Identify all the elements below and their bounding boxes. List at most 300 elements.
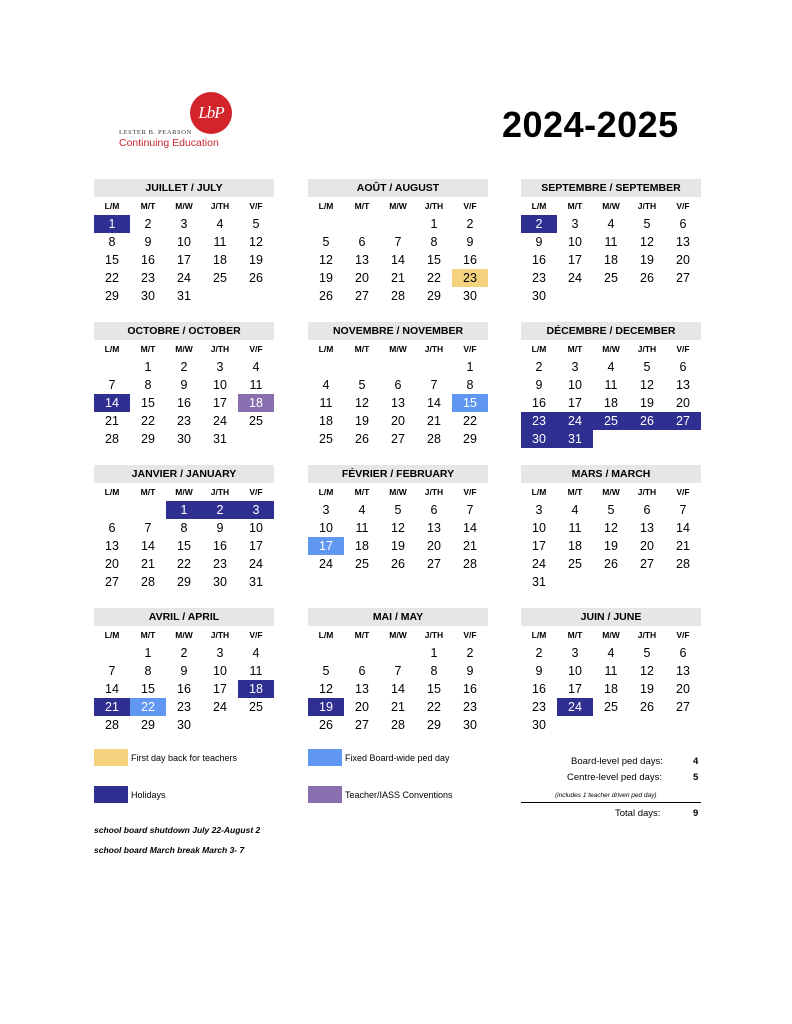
- day-cell: 4: [322, 378, 330, 392]
- month-grid: [308, 483, 488, 573]
- legend-swatch-ped-day: [308, 749, 342, 766]
- weekday-header: L/M: [318, 201, 334, 211]
- day-cell: 6: [108, 521, 116, 535]
- day-cell: 7: [430, 378, 438, 392]
- empty-cell: [380, 215, 416, 233]
- day-cell: 20: [676, 396, 690, 410]
- day-cell: 10: [213, 378, 227, 392]
- month-title: JUILLET / JULY: [94, 179, 274, 197]
- shutdown-note: school board shutdown July 22-August 2: [94, 825, 261, 835]
- board-level-label: Board-level ped days:: [571, 756, 663, 767]
- day-cell: 13: [391, 396, 405, 410]
- weekday-header: J/TH: [637, 630, 657, 640]
- day-cell: 10: [568, 235, 582, 249]
- weekday-header: J/TH: [424, 201, 444, 211]
- day-cell: 17: [568, 396, 582, 410]
- day-cell: 21: [141, 557, 155, 571]
- march-break-note: school board March break March 3- 7: [94, 845, 245, 855]
- day-cell: 19: [391, 539, 405, 553]
- day-cell: 5: [322, 235, 330, 249]
- day-cell: 6: [430, 503, 438, 517]
- day-cell: 11: [604, 664, 618, 678]
- legend-first-day: [94, 749, 237, 766]
- day-cell: 8: [466, 378, 474, 392]
- day-cell: 13: [355, 253, 369, 267]
- day-cell: 28: [427, 432, 441, 446]
- day-cell: 3: [180, 217, 188, 231]
- day-cell: 26: [640, 271, 654, 285]
- day-cell: 27: [640, 557, 654, 571]
- empty-cell: [94, 644, 130, 662]
- day-cell: 15: [141, 396, 155, 410]
- legend-holidays: [94, 786, 166, 803]
- empty-cell: [94, 501, 130, 519]
- day-cell: 20: [105, 557, 119, 571]
- day-cell: 16: [141, 253, 155, 267]
- weekday-header: M/T: [567, 201, 583, 211]
- day-cell: 25: [213, 271, 227, 285]
- day-cell: 27: [665, 412, 701, 430]
- empty-cell: [380, 358, 416, 376]
- day-cell: 8: [180, 521, 188, 535]
- day-cell: 22: [141, 414, 155, 428]
- day-cell: 18: [238, 680, 274, 698]
- day-cell: 6: [679, 646, 687, 660]
- day-cell: 28: [105, 718, 119, 732]
- centre-level-value: 5: [693, 772, 699, 783]
- day-cell: 20: [391, 414, 405, 428]
- day-cell: 25: [568, 557, 582, 571]
- day-cell: 5: [643, 217, 651, 231]
- centre-level-note: (includes 1 teacher driven ped day): [555, 792, 657, 799]
- day-cell: 14: [676, 521, 690, 535]
- month-title: AVRIL / APRIL: [94, 608, 274, 626]
- weekday-header: J/TH: [424, 344, 444, 354]
- day-cell: 7: [679, 503, 687, 517]
- empty-cell: [629, 573, 665, 591]
- day-cell: 4: [216, 217, 224, 231]
- month-calendar: [94, 322, 274, 448]
- day-cell: 25: [319, 432, 333, 446]
- day-cell: 12: [319, 682, 333, 696]
- day-cell: 8: [144, 664, 152, 678]
- day-cell: 16: [532, 253, 546, 267]
- day-cell: 19: [640, 682, 654, 696]
- day-cell: 9: [180, 664, 188, 678]
- day-cell: 29: [463, 432, 477, 446]
- day-cell: 4: [252, 646, 260, 660]
- day-cell: 4: [358, 503, 366, 517]
- day-cell: 30: [463, 718, 477, 732]
- day-cell: 8: [108, 235, 116, 249]
- day-cell: 3: [571, 217, 579, 231]
- weekday-header: M/W: [602, 630, 620, 640]
- weekday-header: M/T: [567, 487, 583, 497]
- day-cell: 10: [213, 664, 227, 678]
- day-cell: 6: [679, 360, 687, 374]
- weekday-header: M/T: [354, 344, 370, 354]
- day-cell: 11: [604, 235, 618, 249]
- day-cell: 9: [466, 235, 474, 249]
- month-grid: [308, 340, 488, 448]
- month-calendar: [521, 322, 701, 448]
- day-cell: 20: [640, 539, 654, 553]
- day-cell: 17: [177, 253, 191, 267]
- weekday-header: L/M: [104, 487, 120, 497]
- day-cell: 27: [427, 557, 441, 571]
- day-cell: 16: [463, 682, 477, 696]
- day-cell: 31: [213, 432, 227, 446]
- weekday-header: L/M: [531, 201, 547, 211]
- day-cell: 23: [452, 269, 488, 287]
- day-cell: 18: [213, 253, 227, 267]
- month-grid: [521, 197, 701, 305]
- empty-cell: [238, 287, 274, 305]
- day-cell: 4: [252, 360, 260, 374]
- month-title: OCTOBRE / OCTOBER: [94, 322, 274, 340]
- month-grid: [308, 197, 488, 305]
- day-cell: 24: [249, 557, 263, 571]
- day-cell: 1: [430, 217, 438, 231]
- day-cell: 19: [640, 253, 654, 267]
- day-cell: 29: [177, 575, 191, 589]
- legend-label: Teacher/IASS Conventions: [345, 789, 453, 800]
- day-cell: 17: [568, 253, 582, 267]
- day-cell: 30: [463, 289, 477, 303]
- day-cell: 27: [676, 700, 690, 714]
- day-cell: 28: [391, 289, 405, 303]
- weekday-header: L/M: [104, 630, 120, 640]
- total-days-value: 9: [693, 808, 699, 819]
- day-cell: 11: [213, 235, 227, 249]
- day-cell: 17: [532, 539, 546, 553]
- day-cell: 26: [604, 557, 618, 571]
- day-cell: 16: [177, 396, 191, 410]
- empty-cell: [130, 501, 166, 519]
- month-calendar: [94, 608, 274, 734]
- day-cell: 29: [141, 432, 155, 446]
- weekday-header: M/T: [567, 630, 583, 640]
- day-cell: 30: [532, 289, 546, 303]
- board-level-value: 4: [693, 756, 699, 767]
- weekday-header: M/T: [567, 344, 583, 354]
- day-cell: 27: [676, 271, 690, 285]
- day-cell: 12: [391, 521, 405, 535]
- weekday-header: V/F: [463, 344, 477, 354]
- day-cell: 23: [532, 700, 546, 714]
- weekday-header: V/F: [463, 630, 477, 640]
- empty-cell: [380, 644, 416, 662]
- day-cell: 30: [213, 575, 227, 589]
- weekday-header: V/F: [676, 201, 690, 211]
- legend-swatch-first-day: [94, 749, 128, 766]
- day-cell: 9: [466, 664, 474, 678]
- day-cell: 12: [604, 521, 618, 535]
- day-cell: 5: [358, 378, 366, 392]
- day-cell: 7: [108, 378, 116, 392]
- day-cell: 17: [249, 539, 263, 553]
- day-cell: 6: [358, 664, 366, 678]
- empty-cell: [308, 644, 344, 662]
- day-cell: 1: [94, 215, 130, 233]
- day-cell: 13: [105, 539, 119, 553]
- day-cell: 23: [213, 557, 227, 571]
- empty-cell: [629, 287, 665, 305]
- empty-cell: [202, 287, 238, 305]
- weekday-header: M/W: [602, 201, 620, 211]
- day-cell: 16: [532, 682, 546, 696]
- weekday-header: M/W: [389, 487, 407, 497]
- day-cell: 14: [391, 253, 405, 267]
- weekday-header: M/W: [175, 344, 193, 354]
- day-cell: 23: [177, 700, 191, 714]
- month-calendar: [94, 179, 274, 305]
- weekday-header: M/T: [354, 201, 370, 211]
- month-title: MAI / MAY: [308, 608, 488, 626]
- lbp-logo: [116, 92, 276, 152]
- empty-cell: [665, 430, 701, 448]
- day-cell: 13: [676, 664, 690, 678]
- day-cell: 3: [571, 360, 579, 374]
- day-cell: 10: [319, 521, 333, 535]
- day-cell: 28: [141, 575, 155, 589]
- day-cell: 13: [427, 521, 441, 535]
- empty-cell: [344, 644, 380, 662]
- day-cell: 9: [535, 664, 543, 678]
- empty-cell: [593, 573, 629, 591]
- logo-name: LESTER B. PEARSON: [119, 129, 192, 136]
- day-cell: 15: [427, 682, 441, 696]
- weekday-header: M/W: [389, 630, 407, 640]
- day-cell: 25: [249, 414, 263, 428]
- day-cell: 16: [177, 682, 191, 696]
- day-cell: 15: [105, 253, 119, 267]
- day-cell: 30: [177, 432, 191, 446]
- day-cell: 13: [355, 682, 369, 696]
- weekday-header: M/T: [140, 630, 156, 640]
- day-cell: 8: [144, 378, 152, 392]
- weekday-header: L/M: [318, 487, 334, 497]
- empty-cell: [593, 430, 629, 448]
- day-cell: 5: [322, 664, 330, 678]
- day-cell: 10: [532, 521, 546, 535]
- day-cell: 12: [640, 378, 654, 392]
- day-cell: 24: [532, 557, 546, 571]
- day-cell: 20: [355, 271, 369, 285]
- day-cell: 1: [144, 646, 152, 660]
- day-cell: 14: [463, 521, 477, 535]
- day-cell: 25: [604, 700, 618, 714]
- day-cell: 23: [463, 700, 477, 714]
- empty-cell: [308, 358, 344, 376]
- day-cell: 12: [640, 235, 654, 249]
- day-cell: 22: [427, 271, 441, 285]
- day-cell: 7: [466, 503, 474, 517]
- day-cell: 29: [141, 718, 155, 732]
- empty-cell: [593, 287, 629, 305]
- empty-cell: [202, 716, 238, 734]
- day-cell: 28: [676, 557, 690, 571]
- day-cell: 23: [521, 412, 557, 430]
- weekday-header: M/W: [175, 487, 193, 497]
- day-cell: 5: [252, 217, 260, 231]
- day-cell: 5: [643, 646, 651, 660]
- day-cell: 21: [463, 539, 477, 553]
- weekday-header: J/TH: [210, 487, 230, 497]
- month-title: NOVEMBRE / NOVEMBER: [308, 322, 488, 340]
- day-cell: 2: [144, 217, 152, 231]
- day-cell: 31: [557, 430, 593, 448]
- day-cell: 16: [463, 253, 477, 267]
- month-calendar: [308, 322, 488, 448]
- day-cell: 27: [391, 432, 405, 446]
- day-cell: 3: [535, 503, 543, 517]
- month-grid: [521, 340, 701, 448]
- day-cell: 5: [394, 503, 402, 517]
- legend-label: Holidays: [131, 789, 166, 800]
- weekday-header: M/W: [175, 630, 193, 640]
- day-cell: 26: [391, 557, 405, 571]
- day-cell: 30: [141, 289, 155, 303]
- day-cell: 13: [676, 235, 690, 249]
- weekday-header: L/M: [104, 201, 120, 211]
- month-title: FÉVRIER / FEBRUARY: [308, 465, 488, 483]
- day-cell: 17: [213, 682, 227, 696]
- day-cell: 24: [557, 412, 593, 430]
- day-cell: 31: [532, 575, 546, 589]
- day-cell: 21: [94, 698, 130, 716]
- logo-subtitle: Continuing Education: [119, 137, 219, 149]
- legend-label: Fixed Board-wide ped day: [345, 752, 450, 763]
- empty-cell: [416, 358, 452, 376]
- day-cell: 10: [177, 235, 191, 249]
- day-cell: 17: [213, 396, 227, 410]
- empty-cell: [308, 215, 344, 233]
- empty-cell: [665, 287, 701, 305]
- day-cell: 19: [604, 539, 618, 553]
- day-cell: 2: [535, 646, 543, 660]
- day-cell: 21: [105, 414, 119, 428]
- day-cell: 31: [249, 575, 263, 589]
- day-cell: 26: [629, 412, 665, 430]
- month-grid: [94, 340, 274, 448]
- weekday-header: J/TH: [637, 344, 657, 354]
- day-cell: 2: [180, 360, 188, 374]
- weekday-header: J/TH: [210, 201, 230, 211]
- day-cell: 26: [249, 271, 263, 285]
- day-cell: 18: [238, 394, 274, 412]
- day-cell: 6: [643, 503, 651, 517]
- day-cell: 16: [213, 539, 227, 553]
- day-cell: 24: [213, 414, 227, 428]
- centre-level-label: Centre-level ped days:: [567, 772, 663, 783]
- weekday-header: L/M: [531, 487, 547, 497]
- weekday-header: V/F: [249, 487, 263, 497]
- weekday-header: V/F: [463, 487, 477, 497]
- empty-cell: [344, 358, 380, 376]
- day-cell: 16: [532, 396, 546, 410]
- day-cell: 24: [319, 557, 333, 571]
- empty-cell: [94, 358, 130, 376]
- day-cell: 4: [607, 360, 615, 374]
- day-cell: 19: [640, 396, 654, 410]
- day-cell: 21: [427, 414, 441, 428]
- day-cell: 6: [679, 217, 687, 231]
- empty-cell: [238, 430, 274, 448]
- day-cell: 7: [144, 521, 152, 535]
- day-cell: 15: [452, 394, 488, 412]
- day-cell: 3: [322, 503, 330, 517]
- weekday-header: J/TH: [637, 487, 657, 497]
- day-cell: 24: [177, 271, 191, 285]
- weekday-header: M/T: [140, 487, 156, 497]
- day-cell: 12: [640, 664, 654, 678]
- day-cell: 28: [463, 557, 477, 571]
- empty-cell: [593, 716, 629, 734]
- month-grid: [521, 483, 701, 591]
- month-calendar: [521, 179, 701, 305]
- day-cell: 18: [319, 414, 333, 428]
- day-cell: 19: [249, 253, 263, 267]
- day-cell: 7: [394, 235, 402, 249]
- month-calendar: [521, 608, 701, 734]
- day-cell: 6: [358, 235, 366, 249]
- day-cell: 21: [391, 271, 405, 285]
- day-cell: 18: [355, 539, 369, 553]
- day-cell: 14: [141, 539, 155, 553]
- day-cell: 29: [105, 289, 119, 303]
- empty-cell: [665, 573, 701, 591]
- day-cell: 17: [308, 537, 344, 555]
- month-title: AOÛT / AUGUST: [308, 179, 488, 197]
- month-title: JUIN / JUNE: [521, 608, 701, 626]
- day-cell: 31: [177, 289, 191, 303]
- month-title: MARS / MARCH: [521, 465, 701, 483]
- day-cell: 10: [249, 521, 263, 535]
- day-cell: 21: [676, 539, 690, 553]
- day-cell: 9: [535, 235, 543, 249]
- day-cell: 9: [216, 521, 224, 535]
- day-cell: 18: [604, 253, 618, 267]
- weekday-header: J/TH: [210, 344, 230, 354]
- weekday-header: V/F: [676, 630, 690, 640]
- weekday-header: M/W: [175, 201, 193, 211]
- weekday-header: L/M: [531, 344, 547, 354]
- weekday-header: M/T: [140, 344, 156, 354]
- month-calendar: [94, 465, 274, 591]
- day-cell: 1: [166, 501, 202, 519]
- day-cell: 22: [105, 271, 119, 285]
- weekday-header: M/W: [389, 344, 407, 354]
- day-cell: 13: [640, 521, 654, 535]
- month-grid: [94, 483, 274, 591]
- day-cell: 11: [249, 664, 263, 678]
- page-title: 2024-2025: [502, 104, 679, 145]
- legend-swatch-holidays: [94, 786, 128, 803]
- day-cell: 2: [521, 215, 557, 233]
- weekday-header: J/TH: [424, 630, 444, 640]
- day-cell: 11: [249, 378, 263, 392]
- day-cell: 20: [355, 700, 369, 714]
- day-cell: 2: [202, 501, 238, 519]
- month-title: JANVIER / JANUARY: [94, 465, 274, 483]
- weekday-header: L/M: [318, 630, 334, 640]
- day-cell: 27: [355, 718, 369, 732]
- day-cell: 20: [676, 682, 690, 696]
- weekday-header: M/T: [140, 201, 156, 211]
- day-cell: 30: [521, 430, 557, 448]
- weekday-header: M/W: [602, 487, 620, 497]
